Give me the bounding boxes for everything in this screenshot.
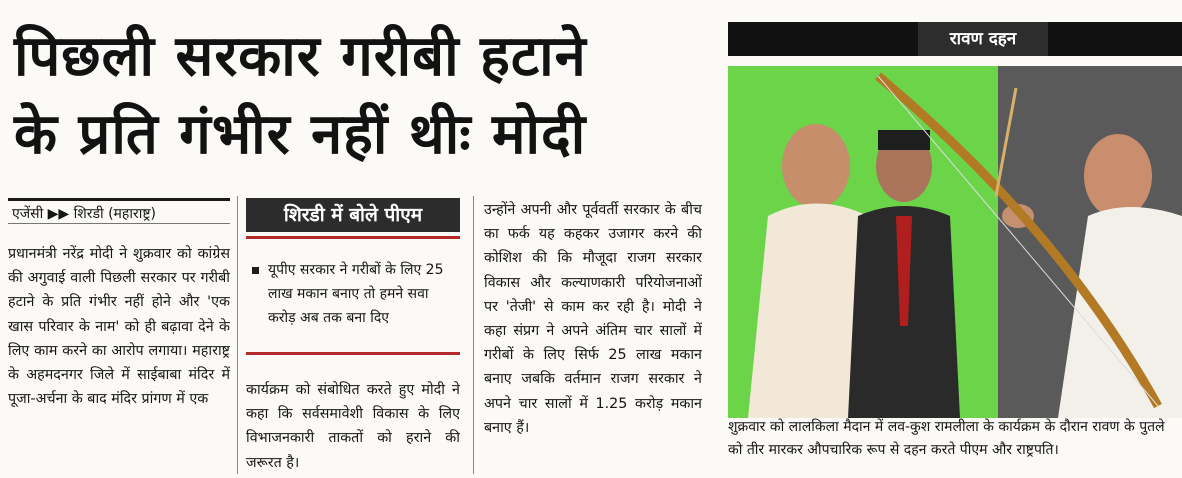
byline: एजेंसी ▶▶ शिरडी (महाराष्ट्र) (8, 198, 230, 224)
sidebar-bottom-rule (246, 352, 460, 355)
bullet-square-icon (252, 267, 259, 274)
column-divider (237, 196, 238, 474)
sidebar-bullet (254, 258, 460, 330)
photo-caption: शुक्रवार को लालकिला मैदान में लव-कुश रामलीला के कार्यक्रम के दौरान रावण के पुतले को तीर मारकर औपचारिक रूप से दहन करते पीएम और राष्ट्रपति। (728, 419, 1165, 458)
article-column-1: प्रधानमंत्री नरेंद्र मोदी ने शुक्रवार को कांग्रेस की अगुवाई वाली पिछली सरकार पर गरीबी हटाने के प्रति गंभीर नहीं होने और 'एक खास परिवार के नाम' को ही बढ़ावा देने के लिए काम करने का आरोप लगाया। महाराष्ट्र के अहमदनगर जिले में साईबाबा मंदिर में पूजा-अर्चना के बाद मंदिर प्रांगण में एक (8, 246, 230, 408)
kicker-underline (246, 236, 460, 239)
news-photo-illustration (728, 66, 1182, 418)
sidebar-kicker: शिरडी में बोले पीएम (246, 198, 460, 232)
article-column-2: कार्यक्रम को संबोधित करते हुए मोदी ने कहा कि सर्वसमावेशी विकास के लिए विभाजनकारी ताकतों को हराने की जरूरत है। (246, 382, 460, 471)
news-photo (728, 66, 1182, 418)
column-divider (473, 196, 474, 474)
headline (14, 18, 714, 174)
headline-line-1: पिछली सरकार गरीबी हटाने (14, 24, 587, 89)
headline-line-2: के प्रति गंभीर नहीं थीः मोदी (14, 102, 587, 167)
article-column-3: उन्होंने अपनी और पूर्ववर्ती सरकार के बीच का फर्क यह कहकर उजागर करने की कोशिश की कि मौजूदा राजग सरकार विकास और कल्याणकारी परियोजनाओं पर 'तेजी' से काम कर रही है। मोदी ने कहा संप्रग ने अपने अंतिम चार सालों में गरीबों के लिए सिर्फ 25 लाख मकान बनाए जबकि वर्तमान राजग सरकार ने अपने चार सालों में 1.25 करोड़ मकान बनाए हैं। (484, 202, 702, 436)
photo-header-label: रावण दहन (918, 22, 1048, 56)
photo-header-bar (728, 22, 1182, 56)
sidebar-bullet-text: यूपीए सरकार ने गरीबों के लिए 25 लाख मकान बनाए तो हमने सवा करोड़ अब तक बना दिए (268, 262, 444, 326)
